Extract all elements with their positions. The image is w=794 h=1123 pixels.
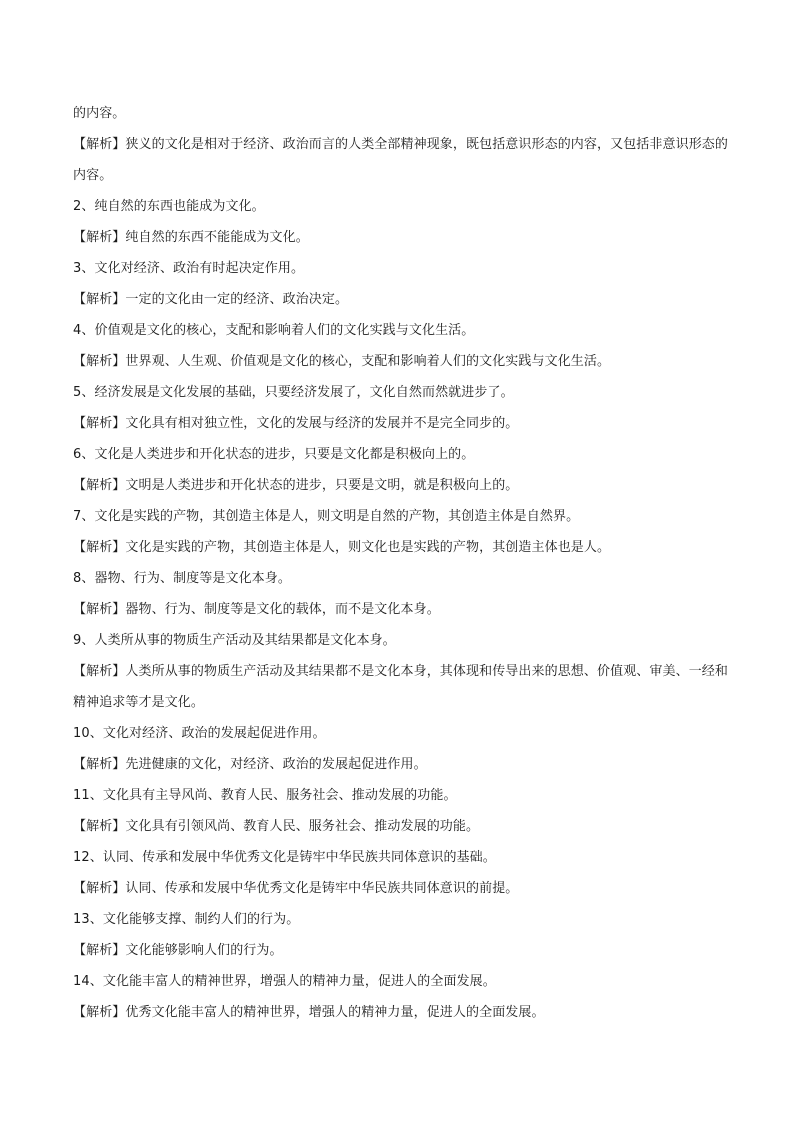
analysis-line-14: 【解析】优秀文化能丰富人的精神世界，增强人的精神力量，促进人的全面发展。 — [73, 1005, 545, 1020]
question-line-2: 2、纯自然的东西也能成为文化。 — [73, 199, 265, 214]
analysis-line-11: 【解析】文化具有引领风尚、教育人民、服务社会、推动发展的功能。 — [73, 819, 480, 834]
analysis-line-9: 【解析】人类所从事的物质生产活动及其结果都不是文化本身，其体现和传导出来的思想、价值观、审美、一经和精神追求等才是文化。 — [73, 664, 729, 710]
text-line-continuation: 的内容。 — [73, 106, 126, 121]
question-line-13: 13、文化能够支撑、制约人们的行为。 — [73, 912, 300, 927]
question-line-11: 11、文化具有主导风尚、教育人民、服务社会、推动发展的功能。 — [73, 788, 457, 803]
question-line-3: 3、文化对经济、政治有时起决定作用。 — [73, 261, 305, 276]
analysis-line-5: 【解析】文化具有相对独立性，文化的发展与经济的发展并不是完全同步的。 — [73, 416, 519, 431]
analysis-line-10: 【解析】先进健康的文化，对经济、政治的发展起促进作用。 — [73, 757, 427, 772]
question-line-5: 5、经济发展是文化发展的基础，只要经济发展了，文化自然而然就进步了。 — [73, 385, 514, 400]
analysis-line-2: 【解析】纯自然的东西不能能成为文化。 — [73, 230, 309, 245]
question-line-9: 9、人类所从事的物质生产活动及其结果都是文化本身。 — [73, 633, 396, 648]
analysis-line-12: 【解析】认同、传承和发展中华优秀文化是铸牢中华民族共同体意识的前提。 — [73, 881, 519, 896]
question-line-8: 8、器物、行为、制度等是文化本身。 — [73, 571, 291, 586]
question-line-14: 14、文化能丰富人的精神世界，增强人的精神力量，促进人的全面发展。 — [73, 974, 496, 989]
question-line-10: 10、文化对经济、政治的发展起促进作用。 — [73, 726, 326, 741]
question-line-7: 7、文化是实践的产物，其创造主体是人，则文明是自然的产物，其创造主体是自然界。 — [73, 509, 580, 524]
analysis-line-4: 【解析】世界观、人生观、价值观是文化的核心，支配和影响着人们的文化实践与文化生活。 — [73, 354, 611, 369]
question-line-6: 6、文化是人类进步和开化状态的进步，只要是文化都是积极向上的。 — [73, 447, 475, 462]
analysis-line-6: 【解析】文明是人类进步和开化状态的进步，只要是文明，就是积极向上的。 — [73, 478, 519, 493]
analysis-line-8: 【解析】器物、行为、制度等是文化的载体，而不是文化本身。 — [73, 602, 440, 617]
document-body — [73, 98, 733, 1028]
question-line-4: 4、价值观是文化的核心，支配和影响着人们的文化实践与文化生活。 — [73, 323, 475, 338]
question-line-12: 12、认同、传承和发展中华优秀文化是铸牢中华民族共同体意识的基础。 — [73, 850, 496, 865]
analysis-line-13: 【解析】文化能够影响人们的行为。 — [73, 943, 283, 958]
analysis-line-7: 【解析】文化是实践的产物，其创造主体是人，则文化也是实践的产物，其创造主体也是人。 — [73, 540, 611, 555]
analysis-line-3: 【解析】一定的文化由一定的经济、政治决定。 — [73, 292, 349, 307]
analysis-line-1: 【解析】狭义的文化是相对于经济、政治而言的人类全部精神现象，既包括意识形态的内容，又包括非意识形态的内容。 — [73, 137, 729, 183]
